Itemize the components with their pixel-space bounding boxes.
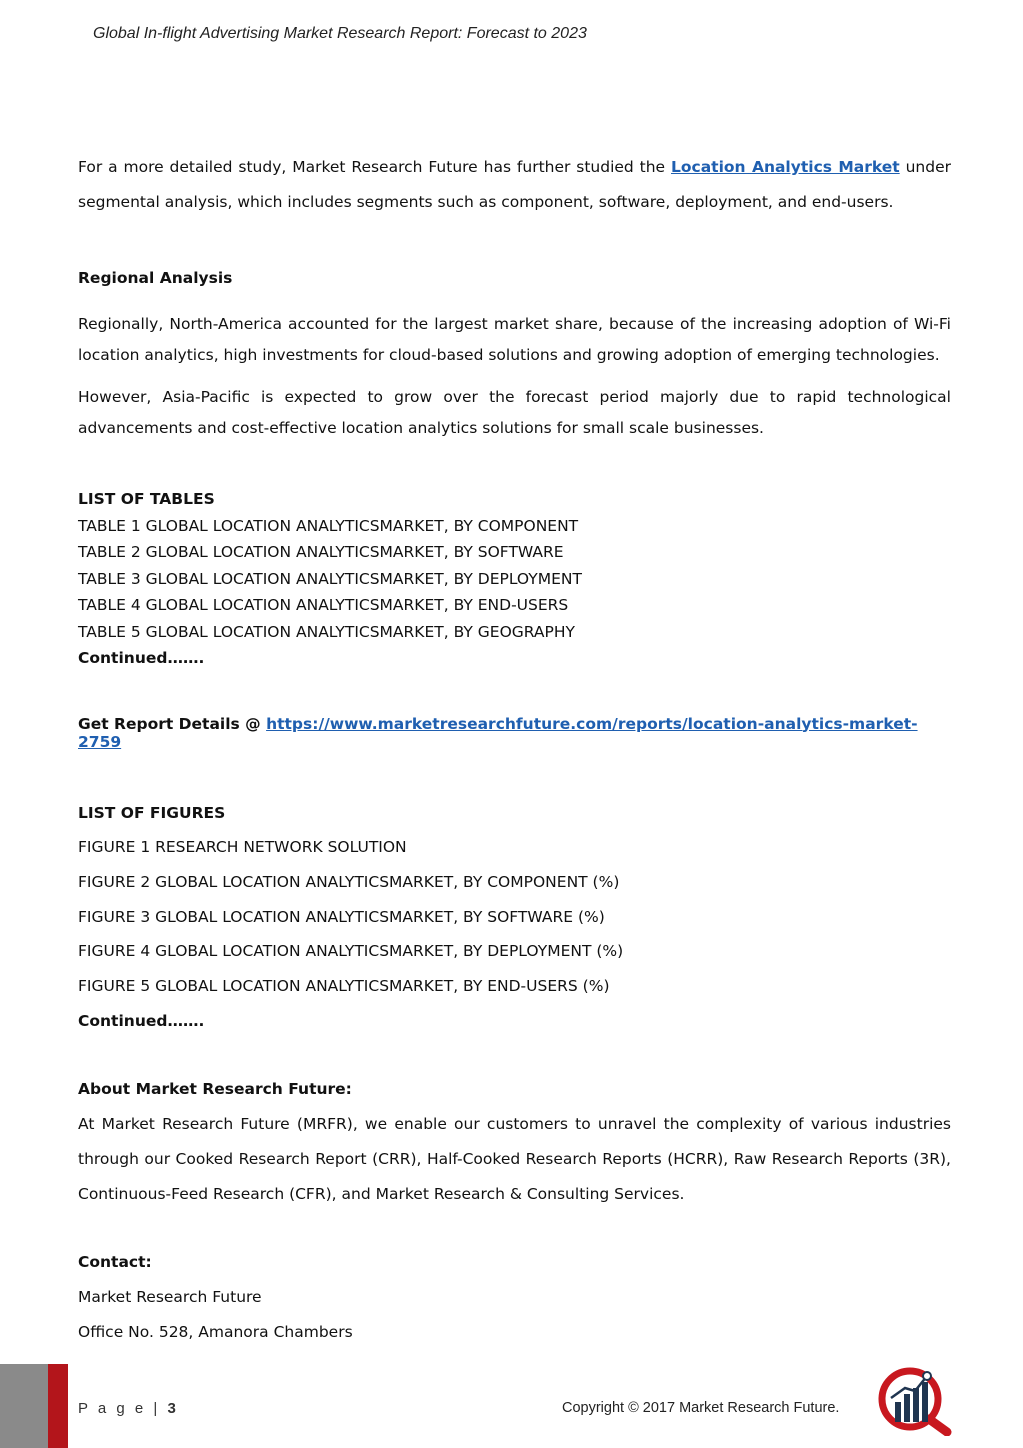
intro-paragraph bbox=[78, 150, 951, 220]
figure-item: FIGURE 4 GLOBAL LOCATION ANALYTICSMARKET, BY DEPLOYMENT (%) bbox=[78, 942, 624, 961]
table-item: TABLE 1 GLOBAL LOCATION ANALYTICSMARKET, BY COMPONENT bbox=[78, 516, 579, 535]
figures-continued: Continued……. bbox=[78, 1011, 205, 1030]
table-item: TABLE 4 GLOBAL LOCATION ANALYTICSMARKET, BY END-USERS bbox=[78, 596, 569, 614]
table-item: TABLE 2 GLOBAL LOCATION ANALYTICSMARKET, BY SOFTWARE bbox=[78, 543, 564, 561]
about-paragraph: At Market Research Future (MRFR), we enable our customers to unravel the complexity of various industries through our Cooked Research Report (CRR), Half-Cooked Research Reports (HCRR), Raw Research Reports (3R), Continuous-Feed Research (CFR), and Market Research & Consulting Services. bbox=[78, 1115, 951, 1203]
intro-text-after: under segmental analysis, which includes segments such as component, software, deployment, and end-users. bbox=[78, 158, 951, 211]
report-url-link[interactable]: https://www.marketresearchfuture.com/reports/location-analytics-market-2759 bbox=[78, 714, 918, 751]
contact-address: Office No. 528, Amanora Chambers bbox=[78, 1322, 353, 1341]
figure-item: FIGURE 5 GLOBAL LOCATION ANALYTICSMARKET, BY END-USERS (%) bbox=[78, 977, 610, 996]
figure-item: FIGURE 3 GLOBAL LOCATION ANALYTICSMARKET, BY SOFTWARE (%) bbox=[78, 907, 605, 926]
footer-red-bar bbox=[48, 1364, 68, 1448]
about-heading: About Market Research Future: bbox=[78, 1080, 352, 1099]
contact-block bbox=[78, 1245, 951, 1349]
regional-paragraph-2: However, Asia-Pacific is expected to grow over the forecast period majorly due to rapid technological advancements and cost-effective location analytics solutions for small scale businesses. bbox=[78, 388, 951, 437]
document-body bbox=[78, 150, 951, 1349]
report-details-label: Get Report Details @ bbox=[78, 714, 267, 733]
location-analytics-market-link[interactable]: Location Analytics Market bbox=[671, 158, 900, 176]
list-of-figures-heading: LIST OF FIGURES bbox=[78, 803, 226, 822]
copyright-text: Copyright © 2017 Market Research Future. bbox=[562, 1400, 840, 1416]
page-number-value: 3 bbox=[167, 1400, 176, 1417]
list-of-tables-heading: LIST OF TABLES bbox=[78, 490, 215, 508]
contact-company: Market Research Future bbox=[78, 1287, 262, 1306]
table-item: TABLE 3 GLOBAL LOCATION ANALYTICSMARKET, BY DEPLOYMENT bbox=[78, 569, 582, 588]
list-of-figures bbox=[78, 796, 951, 1039]
contact-heading: Contact: bbox=[78, 1253, 152, 1272]
list-of-tables bbox=[78, 486, 951, 672]
header-title: Global In-flight Advertising Market Research Report: Forecast to 2023 bbox=[93, 25, 587, 42]
regional-analysis-heading: Regional Analysis bbox=[78, 269, 233, 287]
intro-text-before: For a more detailed study, Market Research Future has further studied the bbox=[78, 158, 671, 176]
page-number bbox=[78, 1400, 176, 1417]
page-label: P a g e | bbox=[78, 1400, 161, 1417]
tables-list bbox=[78, 513, 951, 646]
mrfr-logo-icon bbox=[877, 1364, 953, 1436]
figures-list bbox=[78, 830, 951, 1004]
tables-continued: Continued……. bbox=[78, 649, 205, 667]
table-item: TABLE 5 GLOBAL LOCATION ANALYTICSMARKET, BY GEOGRAPHY bbox=[78, 622, 575, 641]
regional-paragraph-1: Regionally, North-America accounted for the largest market share, because of the increasing adoption of Wi-Fi location analytics, high investments for cloud-based solutions and growing adoption of emerging technologies. bbox=[78, 315, 951, 364]
report-details-line bbox=[78, 715, 951, 751]
figure-item: FIGURE 2 GLOBAL LOCATION ANALYTICSMARKET, BY COMPONENT (%) bbox=[78, 872, 620, 891]
figure-item: FIGURE 1 RESEARCH NETWORK SOLUTION bbox=[78, 838, 407, 857]
